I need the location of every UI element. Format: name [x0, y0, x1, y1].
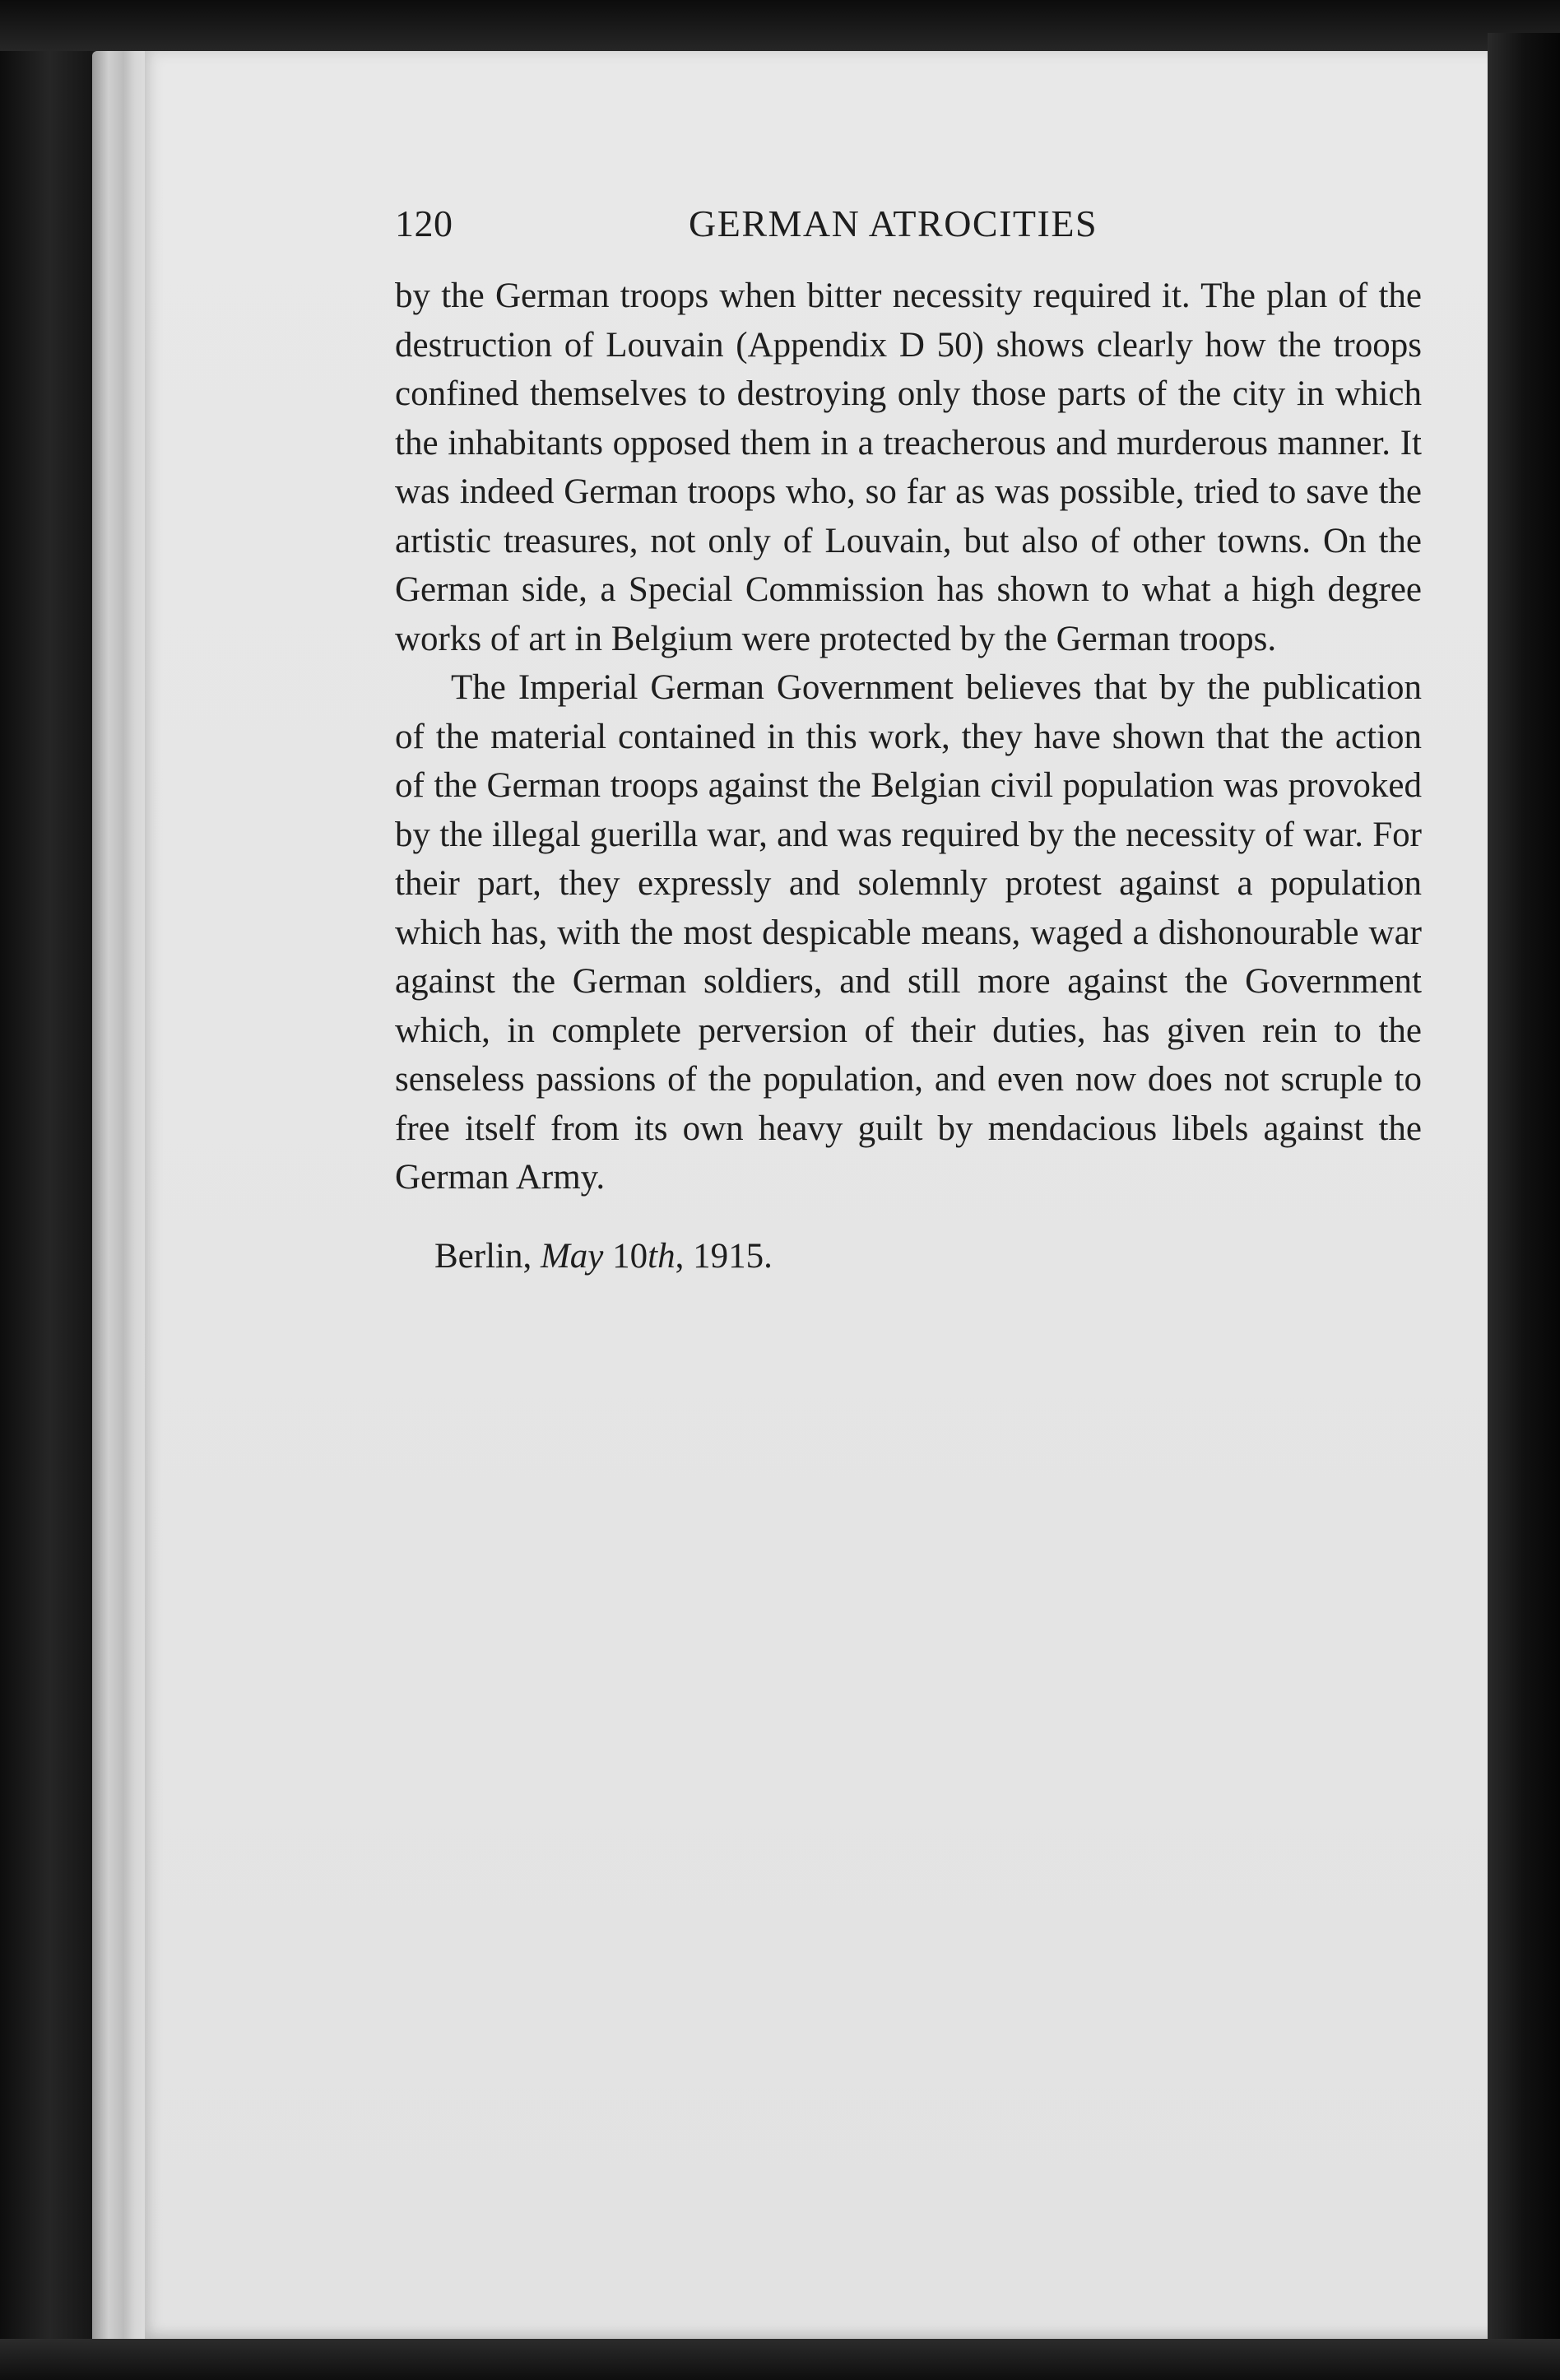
signoff-dateline [395, 1232, 1422, 1281]
paragraph-government-statement: The Imperial German Government believes that by the publication of the material contained in this work, they have shown that the action of the German troops against the Belgian civil population was provoked by the illegal guerilla war, and was required by the necessity of war. For their part, they expressly and solemnly protest against a population which has, with the most despicable means, waged a dishonourable war against the German soldiers, and still more against the Government which, in complete perversion of their duties, has given rein to the senseless passions of the population, and even now does not scruple to free itself from its own heavy guilt by mendacious libels against the German Army. [395, 668, 1422, 1197]
scan-right-border [1488, 33, 1560, 2380]
running-head [395, 199, 1422, 249]
body-text [395, 272, 1422, 1202]
scan-bottom-border [0, 2339, 1560, 2380]
signoff-place: Berlin, [434, 1236, 541, 1276]
signoff-month: May [540, 1236, 604, 1276]
paragraph-continuation: by the German troops when bitter necessity required it. The plan of the destruction of Louvain (Appendix D 50) shows clearly how the troops confined themselves to destroying only those parts of the city in which the inhabitants opposed them in a treacherous and murderous manner. It was indeed German troops who, so far as was possible, tried to save the artistic treasures, not only of Louvain, but also of other towns. On the German side, a Special Commission has shown to what a high degree works of art in Belgium were protected by the German troops. [395, 277, 1422, 658]
signoff-day: 10 [603, 1236, 648, 1276]
signoff-day-suffix: th [648, 1236, 676, 1276]
page-content [395, 199, 1422, 1281]
page-number: 120 [395, 202, 453, 244]
scan-top-border [0, 0, 1560, 51]
signoff-year: , 1915. [675, 1236, 773, 1276]
running-title: GERMAN ATROCITIES [689, 202, 1098, 244]
